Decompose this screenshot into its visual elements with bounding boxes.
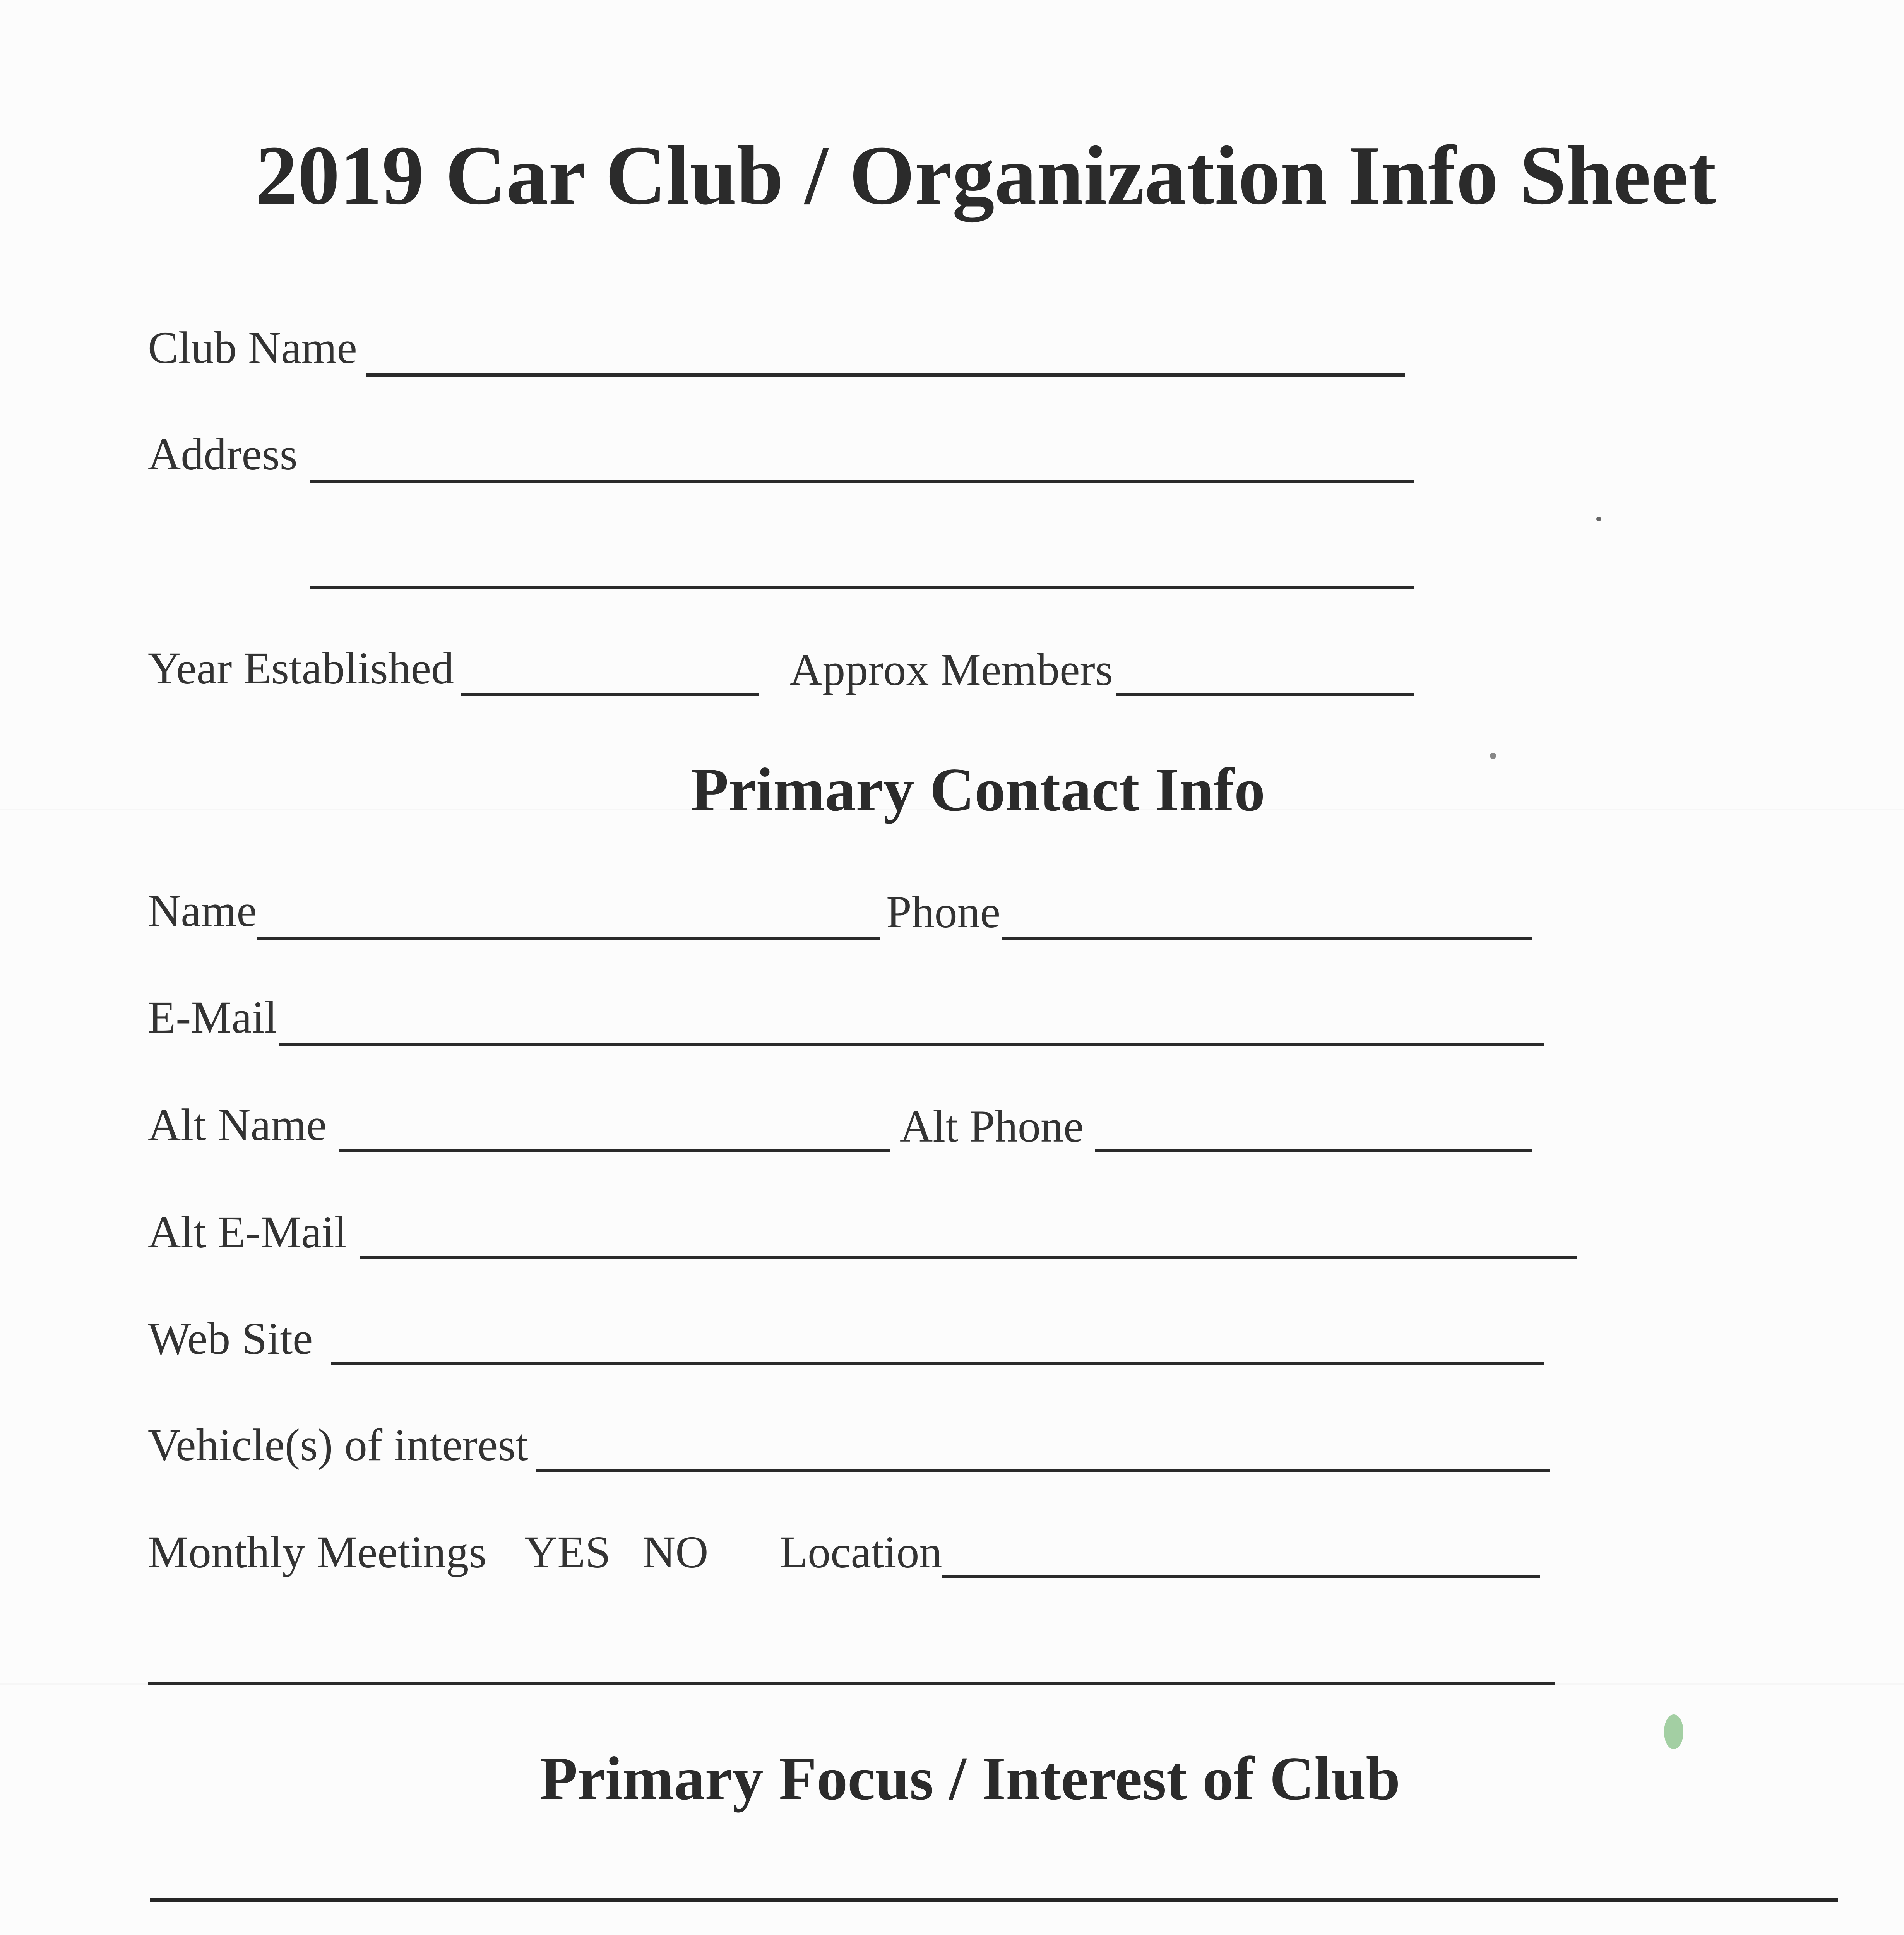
- alt-phone-field-line[interactable]: [1095, 1149, 1532, 1152]
- contact-phone-field-line[interactable]: [1002, 937, 1532, 940]
- alt-name-label: Alt Name: [148, 1099, 327, 1150]
- address-label: Address: [148, 429, 298, 479]
- focus-answer-line[interactable]: [150, 1898, 1838, 1902]
- primary-focus-heading: Primary Focus / Interest of Club: [540, 1744, 1401, 1813]
- web-site-field-line[interactable]: [331, 1362, 1544, 1365]
- page-title: 2019 Car Club / Organization Info Sheet: [255, 129, 1716, 222]
- primary-contact-heading: Primary Contact Info: [691, 755, 1265, 824]
- alt-phone-label: Alt Phone: [900, 1101, 1084, 1152]
- approx-members-field-line[interactable]: [1116, 693, 1414, 696]
- location-label: Location: [780, 1527, 942, 1577]
- scan-speck: [1490, 753, 1496, 759]
- scan-speck: [1664, 1714, 1683, 1749]
- location-field-line-2[interactable]: [148, 1682, 1555, 1685]
- monthly-meetings-label: Monthly Meetings: [148, 1527, 487, 1577]
- vehicles-of-interest-field-line[interactable]: [536, 1469, 1550, 1472]
- vehicles-of-interest-label: Vehicle(s) of interest: [148, 1420, 528, 1470]
- contact-name-field-line[interactable]: [257, 937, 880, 940]
- contact-name-label: Name: [148, 885, 257, 936]
- meetings-yes-option[interactable]: YES: [524, 1527, 611, 1577]
- year-established-field-line[interactable]: [461, 693, 759, 696]
- alt-name-field-line[interactable]: [339, 1149, 890, 1152]
- alt-email-label: Alt E-Mail: [148, 1207, 347, 1257]
- club-name-field-line[interactable]: [366, 373, 1405, 377]
- address-field-line-2[interactable]: [310, 586, 1414, 589]
- contact-email-field-line[interactable]: [279, 1043, 1544, 1046]
- meetings-no-option[interactable]: NO: [642, 1527, 709, 1577]
- alt-email-field-line[interactable]: [360, 1256, 1577, 1259]
- club-name-label: Club Name: [148, 322, 357, 373]
- web-site-label: Web Site: [148, 1313, 313, 1364]
- location-field-line[interactable]: [942, 1575, 1540, 1578]
- approx-members-label: Approx Members: [789, 644, 1113, 695]
- year-established-label: Year Established: [148, 643, 454, 694]
- contact-phone-label: Phone: [886, 887, 1000, 937]
- address-field-line-1[interactable]: [310, 480, 1414, 483]
- scan-speck: [1596, 517, 1601, 521]
- contact-email-label: E-Mail: [148, 992, 277, 1043]
